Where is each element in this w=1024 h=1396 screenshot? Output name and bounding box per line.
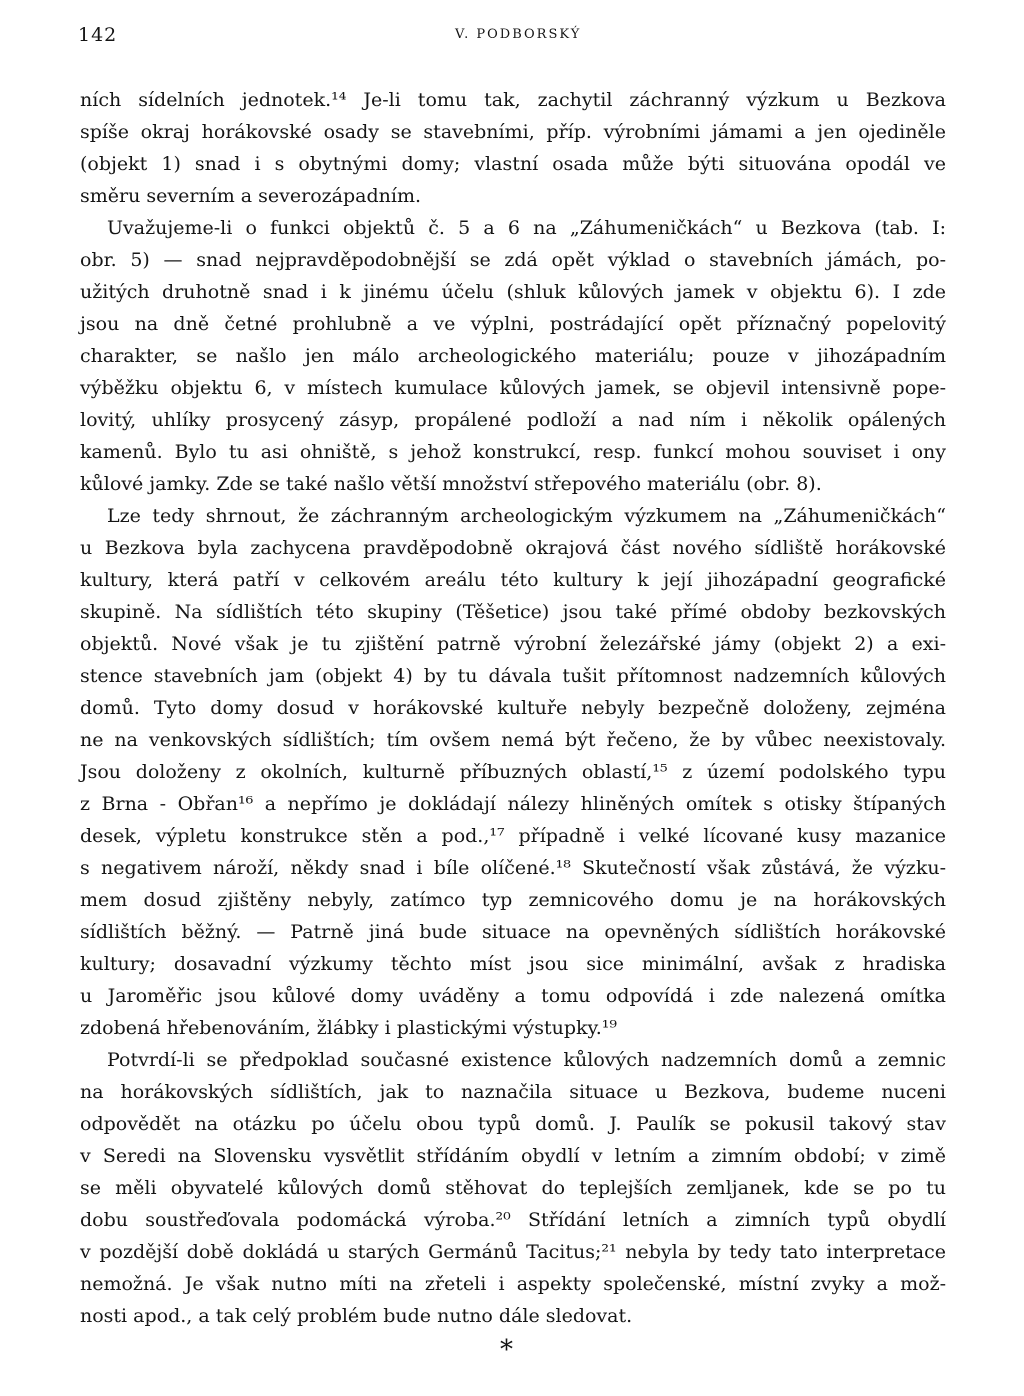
text-line: ne na venkovských sídlištích; tím ovšem nemá být řečeno, že by vůbec neexistovaly. (80, 729, 946, 751)
page-number: 142 (78, 24, 118, 46)
text-line: z Brna - Obřan¹⁶ a nepřímo je dokládají nálezy hliněných omítek s otisky štípaných (80, 793, 946, 815)
text-line: výběžku objektu 6, v místech kumulace kůlových jamek, se objevil intensivně pope- (80, 377, 946, 399)
text-line: Jsou doloženy z okolních, kulturně příbuzných oblastí,¹⁵ z území podolského typu (80, 761, 946, 783)
text-line: sídlištích běžný. — Patrně jiná bude situace na opevněných sídlištích horákovské (80, 921, 946, 943)
text-line: Potvrdí-li se předpoklad současné existence kůlových nadzemních domů a zemnic (107, 1049, 946, 1071)
text-line: stence stavebních jam (objekt 4) by tu dávala tušit přítomnost nadzemních kůlových (80, 665, 946, 687)
text-line: na horákovských sídlištích, jak to naznačila situace u Bezkova, budeme nuceni (80, 1081, 946, 1103)
text-line: obr. 5) — snad nejpravděpodobnější se zdá opět výklad o stavebních jámách, po- (80, 249, 946, 271)
text-line: skupině. Na sídlištích této skupiny (Těšetice) jsou také přímé obdoby bezkovských (80, 601, 946, 623)
text-line: v pozdější době dokládá u starých Germánů Tacitus;²¹ nebyla by tedy tato interpretace (80, 1241, 946, 1263)
text-line: spíše okraj horákovské osady se stavebními, příp. výrobními jámami a jen ojediněle (80, 121, 946, 143)
text-line: dobu soustřeďovala podomácká výroba.²⁰ Střídání letních a zimních typů obydlí (80, 1209, 946, 1231)
text-line: v Seredi na Slovensku vysvětlit střídáním obydlí v letním a zimním období; v zimě (80, 1145, 946, 1167)
section-separator-asterisk: * (500, 1335, 513, 1365)
text-line: kultury; dosavadní výzkumy těchto míst jsou sice minimální, avšak z hradiska (80, 953, 946, 975)
text-line: charakter, se našlo jen málo archeologického materiálu; pouze v jihozápadním (80, 345, 946, 367)
text-line: Uvažujeme-li o funkci objektů č. 5 a 6 na „Záhumeničkách“ u Bezkova (tab. I: (107, 217, 946, 239)
text-line: kamenů. Bylo tu asi ohniště, s jehož konstrukcí, resp. funkcí mohou souviset i ony (80, 441, 946, 463)
text-line: užitých druhotně snad i k jinému účelu (shluk kůlových jamek v objektu 6). I zde (80, 281, 946, 303)
text-line: u Bezkova byla zachycena pravděpodobně okrajová část nového sídliště horákovské (80, 537, 946, 559)
text-line: jsou na dně četné prohlubně a ve výplni, postrádající opět příznačný popelovitý (80, 313, 946, 335)
text-line: odpovědět na otázku po účelu obou typů domů. J. Paulík se pokusil takový stav (80, 1113, 946, 1135)
running-header-author: V. PODBORSKÝ (455, 27, 582, 42)
text-line: ních sídelních jednotek.¹⁴ Je-li tomu tak, zachytil záchranný výzkum u Bezkova (80, 89, 946, 111)
text-line: nosti apod., a tak celý problém bude nutno dále sledovat. (80, 1305, 633, 1327)
text-line: směru severním a severozápadním. (80, 185, 422, 207)
text-line: domů. Tyto domy dosud v horákovské kultuře nebyly bezpečně doloženy, zejména (80, 697, 946, 719)
text-line: (objekt 1) snad i s obytnými domy; vlastní osada může býti situována opodál ve (80, 153, 946, 175)
text-line: objektů. Nové však je tu zjištění patrně výrobní železářské jámy (objekt 2) a exi- (80, 633, 946, 655)
text-line: lovitý, uhlíky prosycený zásyp, propálené podloží a nad ním i několik opálených (80, 409, 946, 431)
text-line: mem dosud zjištěny nebyly, zatímco typ zemnicového domu je na horákovských (80, 889, 946, 911)
text-line: s negativem nároží, někdy snad i bíle olíčené.¹⁸ Skutečností však zůstává, že výzku- (80, 857, 946, 879)
text-line: kultury, která patří v celkovém areálu této kultury k její jihozápadní geografické (80, 569, 946, 591)
text-line: nemožná. Je však nutno míti na zřeteli i aspekty společenské, místní zvyky a mož- (80, 1273, 946, 1295)
text-line: u Jaroměřic jsou kůlové domy uváděny a tomu odpovídá i zde nalezená omítka (80, 985, 946, 1007)
text-line: Lze tedy shrnout, že záchranným archeologickým výzkumem na „Záhumeničkách“ (107, 505, 946, 527)
text-line: zdobená hřebenováním, žlábky i plastickými výstupky.¹⁹ (80, 1017, 618, 1039)
text-line: se měli obyvatelé kůlových domů stěhovat do teplejších zemljanek, kde se po tu (80, 1177, 946, 1199)
text-line: kůlové jamky. Zde se také našlo větší množství střepového materiálu (obr. 8). (80, 473, 822, 495)
text-line: desek, výpletu konstrukce stěn a pod.,¹⁷ případně i velké lícované kusy mazanice (80, 825, 946, 847)
